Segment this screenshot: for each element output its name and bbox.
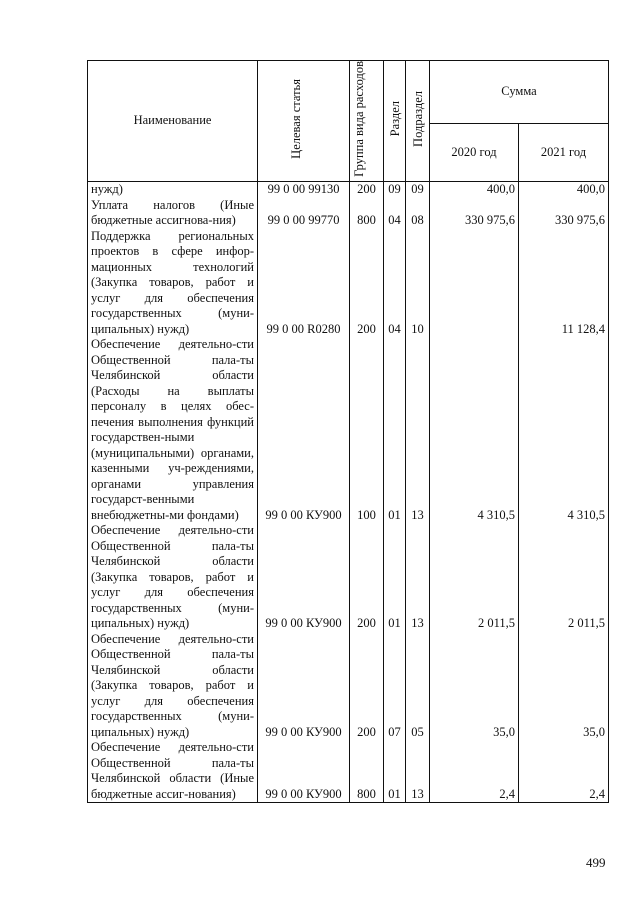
cell-target-article: 99 0 00 99770: [258, 198, 350, 229]
cell-expense-group: 800: [350, 740, 384, 803]
table-row: [88, 740, 609, 803]
cell-subsection: 13: [406, 337, 430, 523]
header-year-2020: 2020 год: [430, 123, 519, 182]
cell-subsection: 08: [406, 198, 430, 229]
cell-2021: 2,4: [519, 740, 609, 803]
table-row: [88, 198, 609, 229]
cell-2020: 2 011,5: [430, 523, 519, 632]
cell-expense-group: 200: [350, 182, 384, 198]
cell-section: 09: [384, 182, 406, 198]
header-subsection: Подраздел: [406, 61, 430, 182]
cell-2020: 330 975,6: [430, 198, 519, 229]
cell-name: Уплата налогов (Иные бюджетные ассигнова-ния): [88, 198, 258, 229]
header-target-article: Целевая статья: [258, 61, 350, 182]
cell-section: 04: [384, 198, 406, 229]
header-section: Раздел: [384, 61, 406, 182]
cell-2021: 2 011,5: [519, 523, 609, 632]
cell-name: Обеспечение деятельно-сти Общественной пала-ты Челябинской области (Закупка товаров, работ и услуг для обеспечения государственных (муни-ципальных) нужд): [88, 523, 258, 632]
header-name: Наименование: [88, 61, 258, 182]
cell-target-article: 99 0 00 КУ900: [258, 740, 350, 803]
cell-target-article: 99 0 00 99130: [258, 182, 350, 198]
header-sum: Сумма: [430, 61, 609, 124]
cell-2020: 2,4: [430, 740, 519, 803]
cell-section: 01: [384, 337, 406, 523]
header-year-2021: 2021 год: [519, 123, 609, 182]
cell-target-article: 99 0 00 КУ900: [258, 632, 350, 741]
cell-expense-group: 100: [350, 337, 384, 523]
cell-expense-group: 200: [350, 523, 384, 632]
table-row: [88, 182, 609, 198]
cell-target-article: 99 0 00 R0280: [258, 229, 350, 338]
cell-section: 07: [384, 632, 406, 741]
cell-2020: 400,0: [430, 182, 519, 198]
table-row: [88, 523, 609, 632]
table-row: [88, 632, 609, 741]
cell-target-article: 99 0 00 КУ900: [258, 337, 350, 523]
cell-2021: 400,0: [519, 182, 609, 198]
cell-section: 04: [384, 229, 406, 338]
cell-expense-group: 200: [350, 229, 384, 338]
cell-subsection: 09: [406, 182, 430, 198]
page-number: 499: [586, 855, 606, 870]
cell-subsection: 13: [406, 740, 430, 803]
cell-2020: 35,0: [430, 632, 519, 741]
cell-2021: 330 975,6: [519, 198, 609, 229]
cell-name: Поддержка региональных проектов в сфере инфор-мационных технологий (Закупка товаров, работ и услуг для обеспечения государственных (муни-ципальных) нужд): [88, 229, 258, 338]
cell-2021: 11 128,4: [519, 229, 609, 338]
cell-2020: 4 310,5: [430, 337, 519, 523]
cell-expense-group: 800: [350, 198, 384, 229]
cell-section: 01: [384, 740, 406, 803]
cell-2021: 4 310,5: [519, 337, 609, 523]
cell-name: Обеспечение деятельно-сти Общественной пала-ты Челябинской области (Иные бюджетные ассиг-нования): [88, 740, 258, 803]
cell-subsection: 05: [406, 632, 430, 741]
cell-name: нужд): [88, 182, 258, 198]
cell-2020: [430, 229, 519, 338]
cell-subsection: 13: [406, 523, 430, 632]
cell-expense-group: 200: [350, 632, 384, 741]
cell-section: 01: [384, 523, 406, 632]
budget-table: [87, 60, 609, 803]
table-row: [88, 229, 609, 338]
cell-subsection: 10: [406, 229, 430, 338]
cell-name: Обеспечение деятельно-сти Общественной пала-ты Челябинской области (Расходы на выплаты персоналу в целях обес-печения выполнения функций государствен-ными (муниципальными) органами, казенными уч-реждениями, органами управления государст-венными внебюджетны-ми фондами): [88, 337, 258, 523]
table-row: [88, 337, 609, 523]
cell-name: Обеспечение деятельно-сти Общественной пала-ты Челябинской области (Закупка товаров, работ и услуг для обеспечения государственных (муни-ципальных) нужд): [88, 632, 258, 741]
header-expense-group: Группа вида расходов: [350, 61, 384, 182]
cell-target-article: 99 0 00 КУ900: [258, 523, 350, 632]
cell-2021: 35,0: [519, 632, 609, 741]
